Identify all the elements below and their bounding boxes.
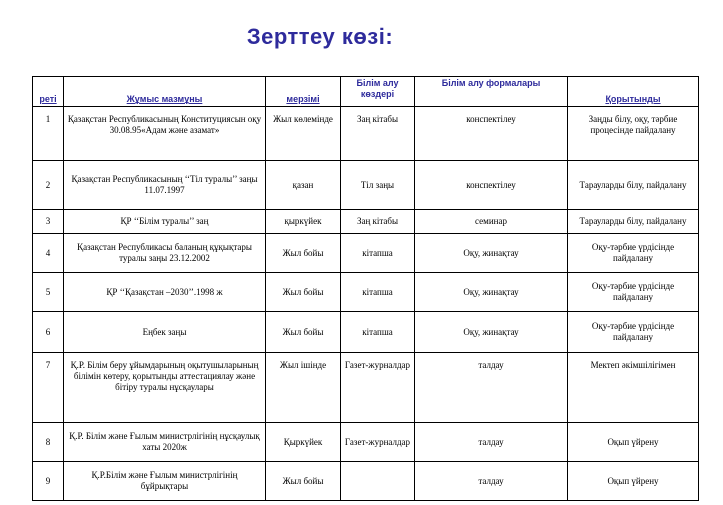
cell-content: ҚР ‘‘Білім туралы’’ заң [64,210,266,234]
header-result: Қорытынды [568,77,699,107]
cell-result: Оқу-тәрбие үрдісінде пайдалану [568,312,699,353]
table-row [33,210,699,234]
header-content: Жұмыс мазмұны [64,77,266,107]
page-title: Зерттеу көзі: [246,24,394,49]
table-row [33,423,699,462]
cell-forms: семинар [415,210,568,234]
cell-result: Оқып үйрену [568,423,699,462]
table-row [33,273,699,312]
cell-num: 4 [33,234,64,273]
cell-source: кітапша [341,234,415,273]
cell-result: Оқу-тәрбие үрдісінде пайдалану [568,273,699,312]
research-sources-table [32,76,699,501]
cell-source: Тіл заңы [341,161,415,210]
cell-result: Мектеп әкімшілігімен [568,353,699,423]
table-header-row [33,77,699,107]
header-period: мерзімі [266,77,341,107]
cell-period: Жыл бойы [266,312,341,353]
cell-content: Қазақстан Республикасының ‘‘Тіл туралы’’ заңы 11.07.1997 [64,161,266,210]
header-forms: Білім алу формалары [415,77,568,107]
cell-result: Тарауларды білу, пайдалану [568,161,699,210]
cell-num: 6 [33,312,64,353]
header-source: Білім алу көздері [341,77,415,107]
cell-source [341,462,415,501]
cell-source: Заң кітабы [341,107,415,161]
cell-content: Қ.Р. Білім және Ғылым министрлігінің нұсқаулық хаты 2020ж [64,423,266,462]
cell-forms: конспектілеу [415,161,568,210]
cell-source: кітапша [341,312,415,353]
cell-result: Заңды білу, оқу, тәрбие процесінде пайдалану [568,107,699,161]
cell-content: ҚР ‘‘Қазақстан –2030’’.1998 ж [64,273,266,312]
cell-result: Оқып үйрену [568,462,699,501]
cell-period: қыркүйек [266,210,341,234]
table-row [33,462,699,501]
cell-num: 3 [33,210,64,234]
cell-forms: Оқу, жинақтау [415,273,568,312]
cell-content: Еңбек заңы [64,312,266,353]
cell-num: 8 [33,423,64,462]
cell-source: кітапша [341,273,415,312]
cell-period: Жыл бойы [266,273,341,312]
cell-forms: конспектілеу [415,107,568,161]
table-row [33,107,699,161]
cell-content: Қ.Р.Білім және Ғылым министрлігінің бұйрықтары [64,462,266,501]
cell-period: Жыл көлемінде [266,107,341,161]
cell-period: Жыл ішінде [266,353,341,423]
cell-content: Қ.Р. Білім беру ұйымдарының оқытушыларының білімін көтеру, қорытынды аттестациялау және бітіру туралы нұсқаулары [64,353,266,423]
cell-forms: талдау [415,423,568,462]
cell-source: Газет-журналдар [341,423,415,462]
table-row [33,161,699,210]
cell-result: Тарауларды білу, пайдалану [568,210,699,234]
cell-source: Заң кітабы [341,210,415,234]
table-row [33,234,699,273]
cell-num: 5 [33,273,64,312]
cell-num: 9 [33,462,64,501]
cell-source: Газет-журналдар [341,353,415,423]
cell-period: Жыл бойы [266,234,341,273]
cell-forms: Оқу, жинақтау [415,234,568,273]
cell-period: қазан [266,161,341,210]
cell-content: Қазақстан Республикасының Конституциясын оқу 30.08.95«Адам және азамат» [64,107,266,161]
cell-content: Қазақстан Республикасы баланың құқықтары туралы заңы 23.12.2002 [64,234,266,273]
cell-forms: талдау [415,462,568,501]
cell-num: 7 [33,353,64,423]
cell-forms: талдау [415,353,568,423]
cell-num: 1 [33,107,64,161]
table-row [33,312,699,353]
header-num: реті [33,77,64,107]
cell-period: Қыркүйек [266,423,341,462]
cell-result: Оқу-тәрбие үрдісінде пайдалану [568,234,699,273]
cell-num: 2 [33,161,64,210]
table-row [33,353,699,423]
cell-period: Жыл бойы [266,462,341,501]
cell-forms: Оқу, жинақтау [415,312,568,353]
